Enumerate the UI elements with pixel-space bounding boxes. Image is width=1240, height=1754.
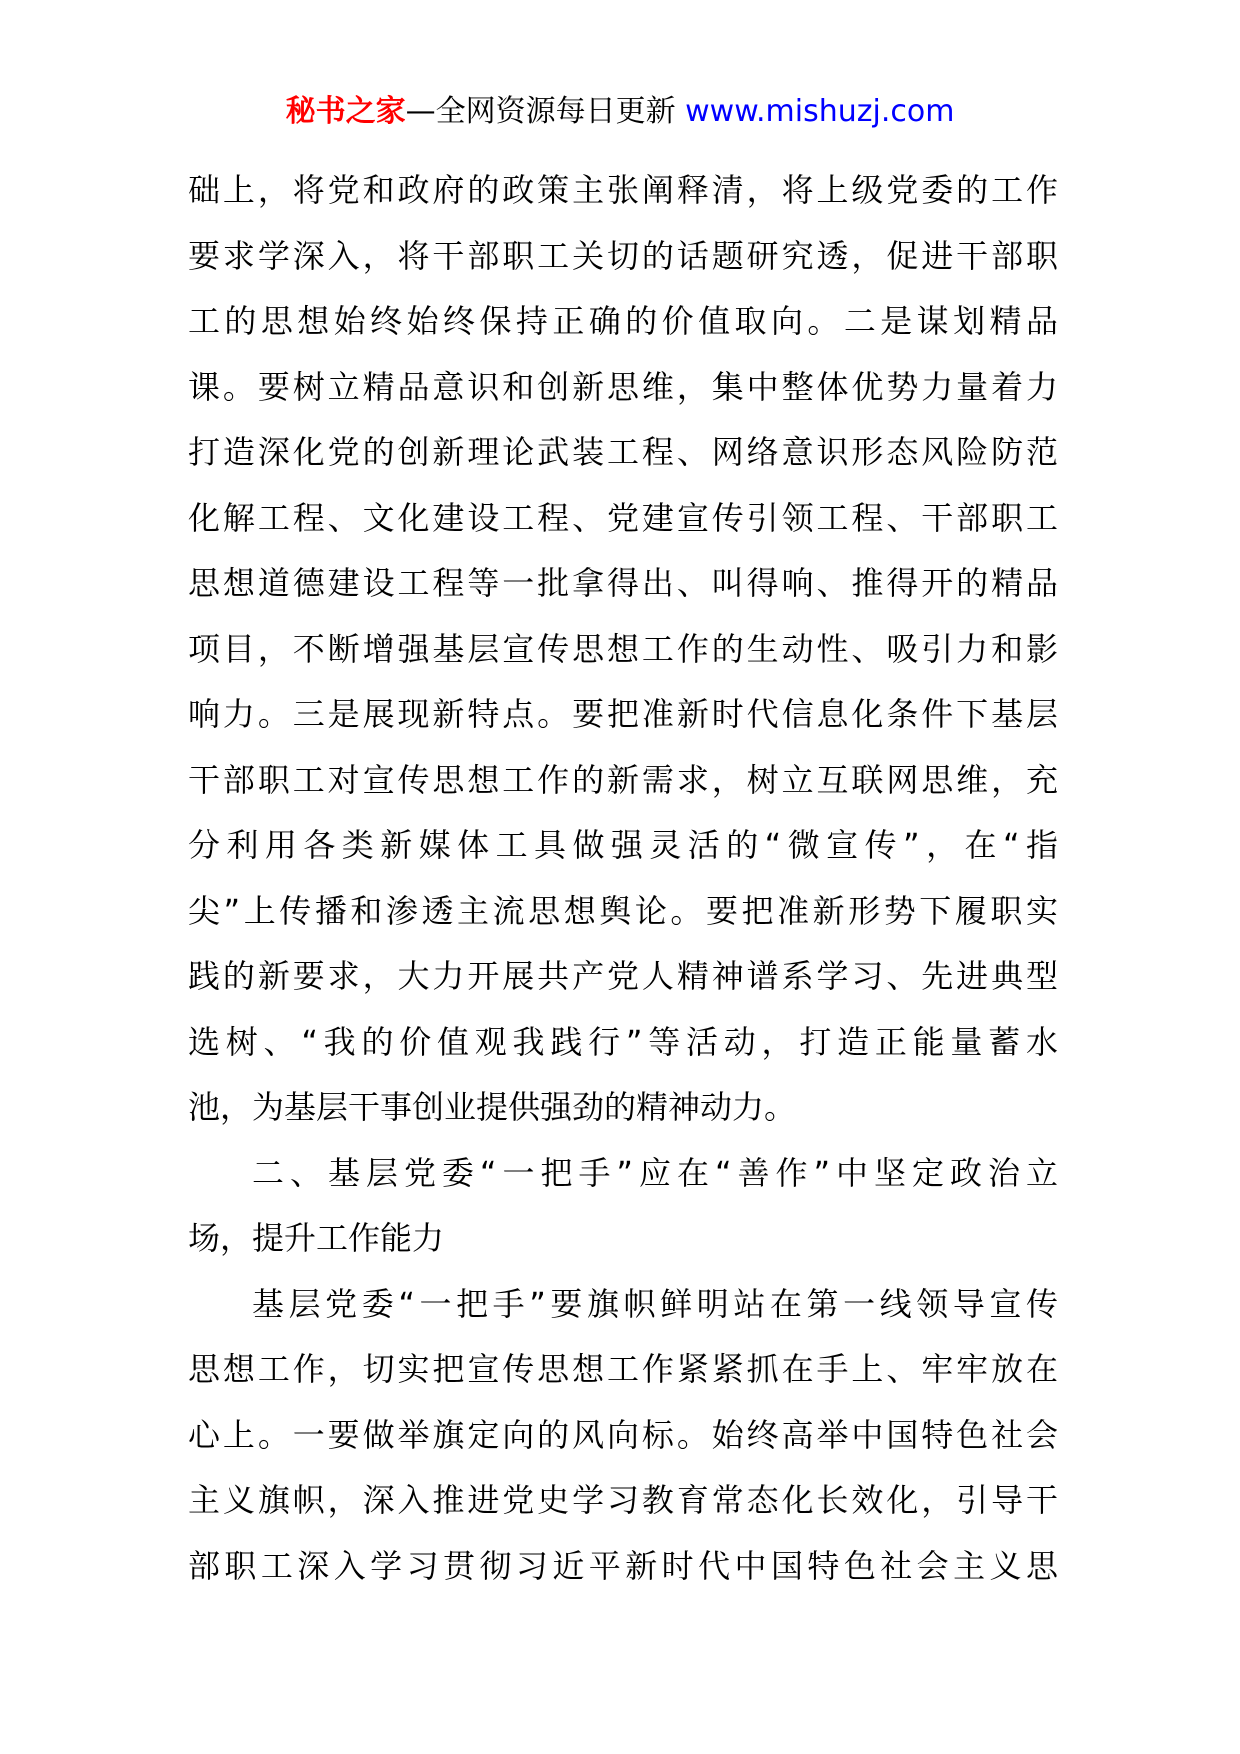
- body-line: 课。要树立精品意识和创新思维，集中整体优势力量着力: [188, 367, 1058, 406]
- body-line: 分利用各类新媒体工具做强灵活的“微宣传”，在“指: [188, 826, 1058, 864]
- body-line: 项目，不断增强基层宣传思想工作的生动性、吸引力和影: [188, 629, 1058, 668]
- site-brand-name: 秘书之家: [285, 94, 406, 129]
- body-line: 部职工深入学习贯彻习近平新时代中国特色社会主义思: [188, 1546, 1058, 1585]
- section-heading-line: 二、基层党委“一把手”应在“善作”中坚定政治立: [252, 1153, 1058, 1192]
- body-line: 要求学深入，将干部职工关切的话题研究透，促进干部职: [188, 236, 1058, 275]
- body-line: 主义旗帜，深入推进党史学习教育常态化长效化，引导干: [188, 1481, 1058, 1519]
- body-line: 基层党委“一把手”要旗帜鲜明站在第一线领导宣传: [252, 1284, 1058, 1323]
- body-line: 干部职工对宣传思想工作的新需求，树立互联网思维，充: [188, 760, 1058, 799]
- body-line: 思想工作，切实把宣传思想工作紧紧抓在手上、牢牢放在: [188, 1350, 1058, 1388]
- body-line: 础上，将党和政府的政策主张阐释清，将上级党委的工作: [188, 171, 1058, 209]
- body-line: 心上。一要做举旗定向的风向标。始终高举中国特色社会: [188, 1415, 1058, 1454]
- body-line: 尖”上传播和渗透主流思想舆论。要把准新形势下履职实: [188, 891, 1058, 930]
- site-url-link[interactable]: www.mishuzj.com: [685, 94, 955, 129]
- body-line: 响力。三是展现新特点。要把准新时代信息化条件下基层: [188, 695, 1058, 733]
- site-tagline: —全网资源每日更新: [405, 94, 686, 129]
- section-heading-line: 场，提升工作能力: [188, 1219, 445, 1257]
- body-line: 池，为基层干事创业提供强劲的精神动力。: [188, 1088, 797, 1126]
- body-line: 践的新要求，大力开展共产党人精神谱系学习、先进典型: [188, 957, 1058, 995]
- body-line: 思想道德建设工程等一批拿得出、叫得响、推得开的精品: [188, 564, 1058, 602]
- document-body: [188, 158, 1058, 1599]
- body-line: 选树、“我的价值观我践行”等活动，打造正能量蓄水: [188, 1022, 1058, 1061]
- body-line: 打造深化党的创新理论武装工程、网络意识形态风险防范: [188, 433, 1058, 471]
- body-line: 化解工程、文化建设工程、党建宣传引领工程、干部职工: [188, 498, 1058, 537]
- site-header-banner: [0, 92, 1240, 132]
- body-line: 工的思想始终始终保持正确的价值取向。二是谋划精品: [188, 302, 1058, 340]
